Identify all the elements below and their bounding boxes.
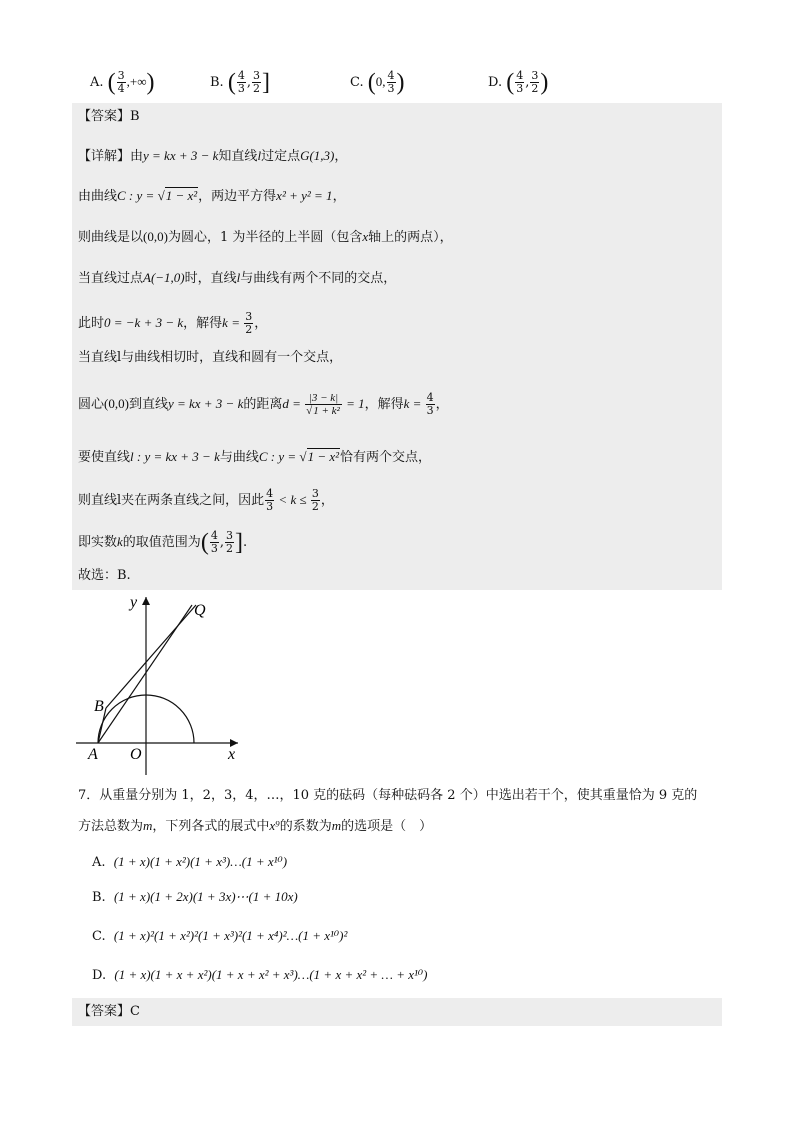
denominator: 2 — [252, 82, 260, 95]
option-expression: (1 + x)(1 + x²)(1 + x³)…(1 + x¹⁰) — [113, 854, 288, 869]
bracket: ( — [227, 69, 236, 96]
text: ， — [320, 493, 334, 508]
math-sqrt: 1 + k² — [313, 405, 340, 417]
fraction — [387, 70, 396, 95]
math: x — [362, 229, 369, 244]
math: 0 = −k + 3 − k — [104, 315, 184, 330]
detail-line-9 — [78, 488, 334, 513]
denominator: 3 — [237, 82, 245, 95]
fraction — [426, 392, 435, 417]
numerator: 3 — [252, 69, 260, 82]
math: l — [236, 270, 241, 285]
detail-line-3 — [78, 227, 453, 248]
text: 当直线过点 — [78, 271, 144, 286]
math: (0,0) — [143, 229, 168, 244]
numerator: 4 — [210, 529, 218, 542]
fraction — [237, 70, 246, 95]
text: 此时 — [78, 316, 105, 331]
text: 轴上的两点）， — [368, 230, 453, 245]
text: 即实数 — [78, 535, 118, 550]
detail-line-7 — [78, 392, 449, 417]
text: 与曲线 — [219, 450, 259, 465]
fraction — [311, 488, 320, 513]
option-label: C. — [350, 75, 364, 90]
numerator: 4 — [266, 487, 274, 500]
text: 则曲线是以 — [78, 230, 144, 245]
option-label: D. — [488, 75, 503, 90]
option-c-top — [350, 70, 405, 95]
fraction — [265, 488, 274, 513]
q7-line-2 — [78, 816, 432, 837]
detail-line-8: 要使直线l : y = kx + 3 − k与曲线C : y = √1 − x²恰有两个交点， — [78, 449, 432, 465]
text: ，解得 — [183, 316, 223, 331]
math: y = kx + 3 − k — [167, 396, 244, 411]
text: 由曲线 — [78, 189, 118, 204]
numerator: |3 − k| — [305, 392, 342, 405]
denominator: 3 — [387, 82, 395, 95]
math: = 1 — [342, 396, 365, 411]
text: 为圆心，1 为半径的上半圆（包含 — [167, 230, 363, 245]
detail-line-10: 即实数k的取值范围为( $\frac{4}{3}$ , $\frac{3}{2}$ ]. — [78, 529, 248, 556]
math: k = — [222, 315, 244, 330]
math: A(−1,0) — [143, 270, 185, 285]
graph-figure — [72, 593, 242, 777]
denominator: 3 — [426, 404, 434, 417]
math: y = kx + 3 − k — [143, 148, 219, 163]
math: G(1,3) — [300, 148, 335, 163]
math: l : y = kx + 3 − k — [130, 449, 220, 464]
math: x² + y² = 1 — [276, 188, 333, 203]
answer7-bg — [72, 998, 722, 1026]
denominator: 2 — [311, 500, 319, 513]
math-sqrt: 1 − x² — [307, 449, 340, 464]
bracket: ( — [506, 69, 515, 96]
text: 知直线 — [218, 149, 258, 164]
numerator: 3 — [225, 529, 233, 542]
numerator: 3 — [117, 69, 125, 82]
numerator: 4 — [237, 69, 245, 82]
option-label: B. — [210, 75, 224, 90]
denominator: 2 — [245, 323, 253, 336]
text: 方法总数为 — [78, 819, 144, 834]
text: 圆心 — [78, 397, 105, 412]
answer-7: 【答案】C — [78, 1004, 140, 1019]
detail-line-2: 由曲线C : y = √1 − x²，两边平方得x² + y² = 1， — [78, 188, 346, 204]
bracket: ) — [540, 69, 549, 96]
math: l — [257, 148, 262, 163]
option-expression: (1 + x)(1 + 2x)(1 + 3x)⋯(1 + 10x) — [113, 889, 298, 904]
text: 与曲线有两个不同的交点， — [240, 271, 397, 286]
q7-option-c — [92, 926, 347, 947]
math: k — [117, 534, 123, 549]
q7-option-a — [92, 852, 287, 873]
fraction — [117, 70, 126, 95]
numerator: 4 — [516, 69, 524, 82]
math: m — [143, 818, 153, 833]
numerator: 3 — [531, 69, 539, 82]
text: ， — [254, 316, 268, 331]
text: 【详解】由 — [78, 149, 144, 164]
option-label: C. — [92, 929, 106, 944]
text: 的系数为 — [279, 819, 332, 834]
math: m — [331, 818, 342, 833]
text: ， — [435, 397, 449, 412]
text: ， — [332, 189, 346, 204]
numerator: 3 — [311, 487, 319, 500]
fraction — [210, 530, 219, 555]
bracket: ) — [146, 69, 155, 96]
numerator: 4 — [387, 69, 395, 82]
math: C : y = — [117, 188, 158, 203]
y-axis-label: y — [130, 594, 138, 611]
text: 的取值范围为 — [122, 535, 201, 550]
detail-line-5 — [78, 311, 267, 336]
text: 恰有两个交点， — [340, 450, 432, 465]
detail-line-1 — [78, 146, 347, 167]
numerator: 4 — [426, 391, 434, 404]
option-text: 0, — [375, 74, 386, 89]
option-expression: (1 + x)(1 + x + x²)(1 + x + x² + x³)…(1 + x + x² + … + x¹⁰) — [114, 967, 428, 982]
fraction — [515, 70, 524, 95]
denominator: 3 — [210, 542, 218, 555]
bracket: ( — [367, 69, 376, 96]
bracket: ] — [261, 69, 270, 96]
math: C : y = — [258, 449, 300, 464]
denominator: √1 + k² — [306, 405, 340, 417]
option-label: B. — [92, 890, 106, 905]
math: (0,0) — [104, 396, 129, 411]
fraction — [252, 70, 261, 95]
origin-label: O — [130, 746, 142, 763]
option-text: ,+∞ — [126, 74, 147, 89]
point-q-label: Q — [194, 602, 206, 619]
text: 时，直线 — [184, 271, 237, 286]
q7-line-1: 7．从重量分别为 1，2，3，4，…，10 克的砝码（每种砝码各 2 个）中选出若干个，使其重量恰为 9 克的 — [78, 788, 698, 803]
denominator: 3 — [266, 500, 274, 513]
text: . — [242, 535, 248, 550]
text: 到直线 — [128, 397, 168, 412]
denominator: 2 — [225, 542, 233, 555]
detail-line-6: 当直线l与曲线相切时，直线和圆有一个交点， — [78, 350, 343, 365]
text: ， — [334, 149, 348, 164]
fraction — [244, 311, 253, 336]
detail-line-4 — [78, 268, 396, 289]
text: 的距离 — [243, 397, 283, 412]
option-label: A. — [90, 75, 104, 90]
answer-6: 【答案】B — [78, 109, 140, 124]
option-label: D. — [92, 968, 107, 983]
text: 的选项是（ ） — [341, 819, 433, 834]
option-d-top: D. ( $\frac{4}{3}$ , $\frac{3}{2}$ ) — [488, 69, 549, 96]
x-axis-label: x — [228, 746, 236, 763]
text: ，两边平方得 — [198, 189, 277, 204]
detail-line-11: 故选：B. — [78, 568, 131, 583]
option-label: A. — [92, 855, 106, 870]
math: x⁹ — [269, 818, 280, 833]
text: 则直线l夹在两条直线之间，因此 — [78, 493, 265, 508]
fraction — [225, 530, 234, 555]
text: 过定点 — [261, 149, 301, 164]
numerator: 3 — [245, 310, 253, 323]
option-expression: (1 + x)²(1 + x²)²(1 + x³)²(1 + x⁴)²…(1 + x¹⁰)² — [113, 928, 348, 943]
q7-option-d — [92, 965, 427, 986]
text: 要使直线 — [78, 450, 131, 465]
math: k = — [403, 396, 425, 411]
fraction — [530, 70, 539, 95]
math-sqrt: 1 − x² — [165, 188, 198, 203]
option-a-top — [90, 70, 155, 95]
denominator: 4 — [117, 82, 125, 95]
answer-block-bg — [72, 103, 722, 590]
text: ，下列各式的展式中 — [152, 819, 270, 834]
denominator: 3 — [516, 82, 524, 95]
denominator: 2 — [531, 82, 539, 95]
point-a-label: A — [88, 746, 98, 763]
point-b-label: B — [94, 698, 104, 715]
option-b-top: B. ( $\frac{4}{3}$ , $\frac{3}{2}$ ] — [210, 69, 270, 96]
q7-option-b — [92, 887, 298, 908]
fraction — [305, 392, 342, 417]
bracket: ( — [107, 69, 116, 96]
math: d = — [282, 396, 305, 411]
text: ，解得 — [364, 397, 404, 412]
math: < k ≤ — [275, 492, 310, 507]
bracket: ) — [396, 69, 405, 96]
